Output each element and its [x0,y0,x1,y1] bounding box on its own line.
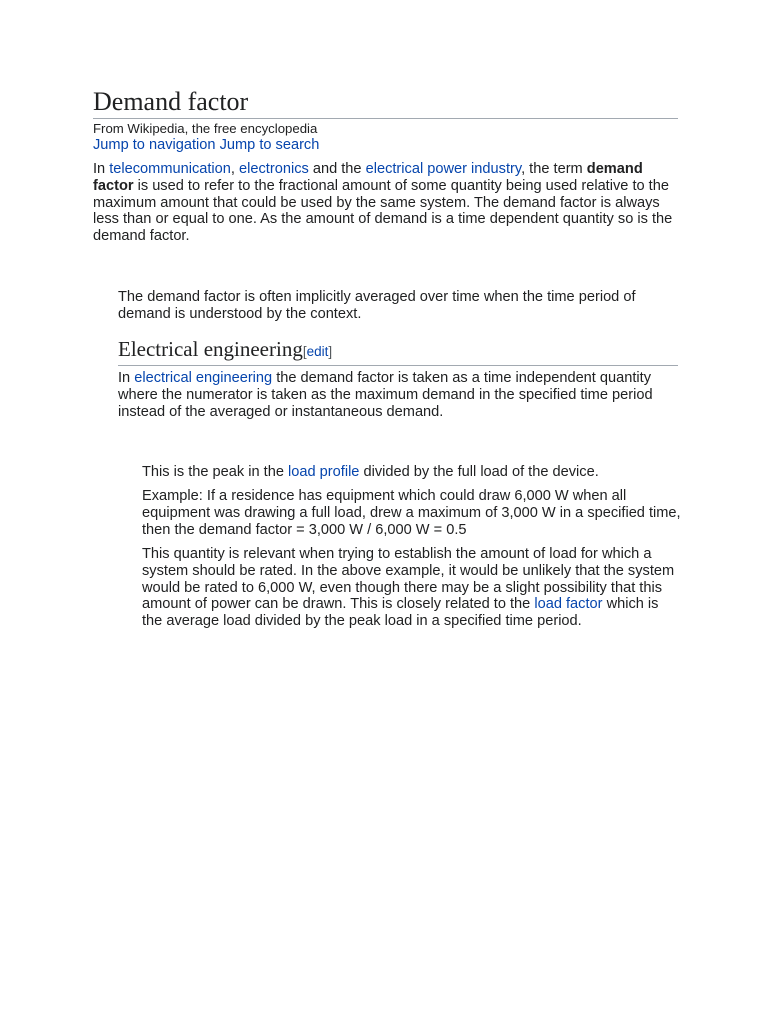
relevance-paragraph [142,546,682,630]
bold-term: demand factor [93,161,643,194]
note-paragraph: The demand factor is often implicitly averaged over time when the time period of demand is understood by the context. [118,289,636,322]
text: , [230,161,240,177]
bracket: ] [328,344,333,359]
text: This is the peak in the [142,464,289,480]
text: , the term [521,161,587,177]
link-electrical-engineering[interactable]: electrical engineering [134,370,273,386]
section-heading-electrical-engineering [118,336,678,366]
link-electrical-power-industry[interactable]: electrical power industry [365,161,522,177]
text: In [93,161,110,177]
intro-paragraph [93,161,683,245]
edit-link[interactable]: edit [306,344,329,359]
text: divided by the full load of the device. [359,464,599,480]
section-intro-paragraph [118,370,678,420]
text: In [118,370,135,386]
edit-section [303,344,332,359]
section-heading-text: Electrical engineering [118,337,303,361]
example-paragraph: Example: If a residence has equipment which could draw 6,000 W when all equipment was drawing a full load, drew a maximum of 3,000 W in a specified time, then the demand factor = 3,000 W / 6,000 W = 0.5 [142,488,681,538]
link-load-profile[interactable]: load profile [288,464,360,480]
text: and the [308,161,366,177]
jump-links [93,137,319,154]
text: This quantity is relevant when trying to establish the amount of load for which a system should be rated. In the above example, it would be unlikely that the system would be rated to 6,000 W, even though there may be a slight possibility that this amount of power can be drawn. This is closely related to the [142,546,675,613]
page-title: Demand factor [93,86,678,119]
link-electronics[interactable]: electronics [239,161,309,177]
jump-to-search-link[interactable]: Jump to search [219,137,320,153]
text: the demand factor is taken as a time independent quantity where the numerator is taken as the maximum demand in the specified time period instead of the averaged or instantaneous demand. [118,370,653,420]
bracket: [ [302,344,307,359]
text: which is the average load divided by the peak load in a specified time period. [142,596,659,630]
text: is used to refer to the fractional amount of some quantity being used relative to the maximum amount that could be used by the same system. The demand factor is always less than or equal to one. As the amount of demand is a time dependent quantity so is the demand factor. [93,177,673,245]
link-telecommunication[interactable]: telecommunication [109,161,231,177]
definition-paragraph [142,464,682,481]
link-load-factor[interactable]: load factor [534,596,603,613]
jump-to-navigation-link[interactable]: Jump to navigation [93,137,216,153]
tagline: From Wikipedia, the free encyclopedia [93,121,318,136]
